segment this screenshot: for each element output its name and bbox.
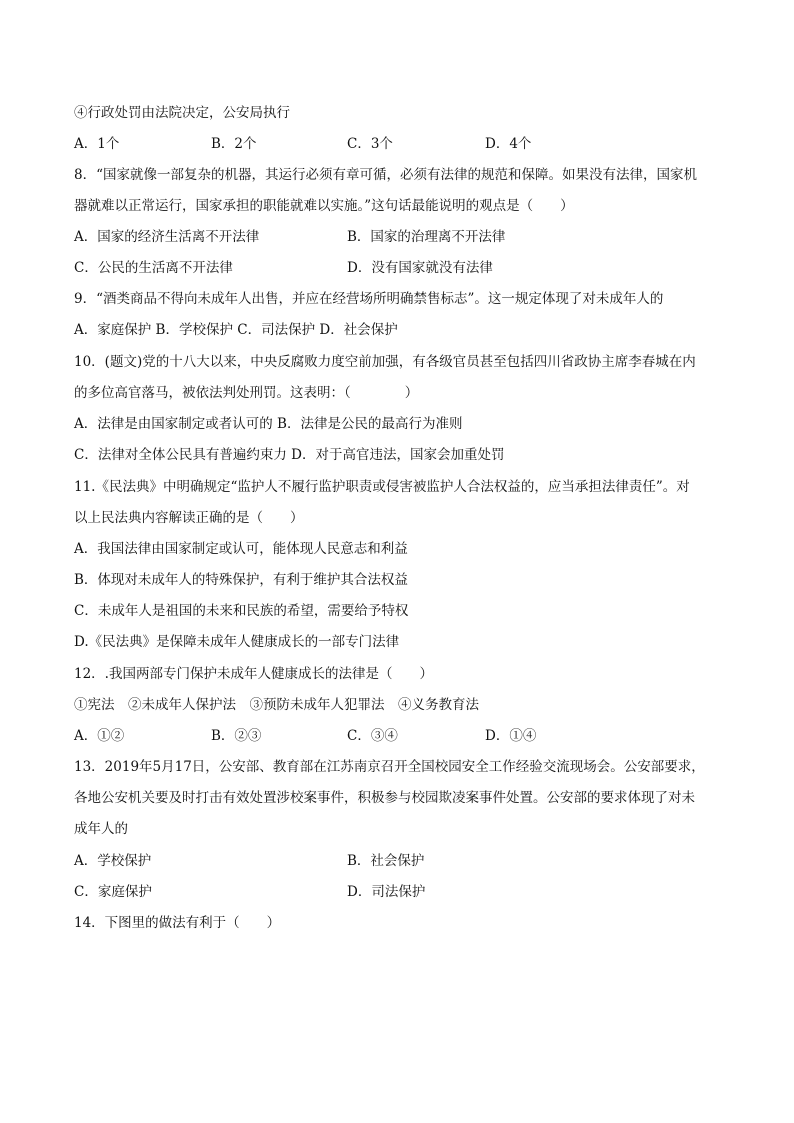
q8-option-c: C．公民的生活离不开法律: [74, 260, 233, 276]
q11-option-b: B．体现对未成年人的特殊保护，有利于维护其合法权益: [74, 572, 408, 588]
q13-option-c: C．家庭保护: [74, 884, 152, 900]
q8-option-b: B．国家的治理离不开法律: [347, 229, 506, 245]
q12-option-b: B．②③: [211, 728, 262, 744]
q11-option-d: D.《民法典》是保障未成年人健康成长的一部专门法律: [74, 634, 400, 650]
q13-stem-line-3: 成年人的: [74, 821, 128, 837]
q13-stem-line-2: 各地公安机关要及时打击有效处置涉校案事件，积极参与校园欺凌案事件处置。公安部的要求体现了对未: [74, 790, 695, 806]
q10-options-cd: C．法律对全体公民具有普遍约束力 D．对于高官违法，国家会加重处罚: [74, 447, 505, 463]
q11-option-c: C．未成年人是祖国的未来和民族的希望，需要给予特权: [74, 603, 409, 619]
q9-stem: 9．“酒类商品不得向未成年人出售，并应在经营场所明确禁售标志”。这一规定体现了对未成年人的: [74, 291, 664, 307]
q13-option-a: A．学校保护: [74, 853, 152, 869]
q7-option-d: D．4个: [485, 136, 532, 152]
q13-stem-line-1: 13．2019年5月17日，公安部、教育部在江苏南京召开全国校园安全工作经验交流现场会。公安部要求，: [74, 759, 705, 775]
q11-stem-line-2: 以上民法典内容解读正确的是（ ）: [74, 510, 304, 526]
q8-stem-line-1: 8．“国家就像一部复杂的机器，其运行必须有章可循，必须有法律的规范和保障。如果没有法律，国家机: [74, 167, 697, 183]
q7-option-a: A．1个: [74, 136, 120, 152]
q13-option-d: D．司法保护: [347, 884, 426, 900]
q9-options: A．家庭保护 B．学校保护 C．司法保护 D．社会保护: [74, 322, 398, 338]
q11-option-a: A．我国法律由国家制定或认可，能体现人民意志和利益: [74, 541, 408, 557]
q12-choices: ①宪法 ②未成年人保护法 ③预防未成年人犯罪法 ④义务教育法: [74, 697, 479, 713]
q10-options-ab: A．法律是由国家制定或者认可的 B．法律是公民的最高行为准则: [74, 416, 463, 432]
q10-stem-line-2: 的多位高官落马，被依法判处刑罚。这表明：（ ）: [74, 385, 419, 401]
q12-option-c: C．③④: [347, 728, 398, 744]
q7-option-c: C．3个: [347, 136, 393, 152]
q12-option-a: A．①②: [74, 728, 125, 744]
q12-stem: 12．.我国两部专门保护未成年人健康成长的法律是（ ）: [74, 666, 433, 682]
q13-option-b: B．社会保护: [347, 853, 425, 869]
q12-option-d: D．①④: [485, 728, 537, 744]
q14-stem: 14．下图里的做法有利于（ ）: [74, 915, 281, 931]
q8-option-a: A．国家的经济生活离不开法律: [74, 229, 260, 245]
q10-stem-line-1: 10．(题文)党的十八大以来，中央反腐败力度空前加强，有各级官员甚至包括四川省政协主席李春城在内: [74, 354, 696, 370]
q8-option-d: D．没有国家就没有法律: [347, 260, 493, 276]
q7-option-b: B．2个: [211, 136, 257, 152]
q8-stem-line-2: 器就难以正常运行，国家承担的职能就难以实施。”这句话最能说明的观点是（ ）: [74, 198, 574, 214]
q11-stem-line-1: 11.《民法典》中明确规定“监护人不履行监护职责或侵害被监护人合法权益的，应当承担法律责任”。对: [74, 479, 690, 495]
q7-statement-4: ④行政处罚由法院决定，公安局执行: [74, 105, 290, 121]
